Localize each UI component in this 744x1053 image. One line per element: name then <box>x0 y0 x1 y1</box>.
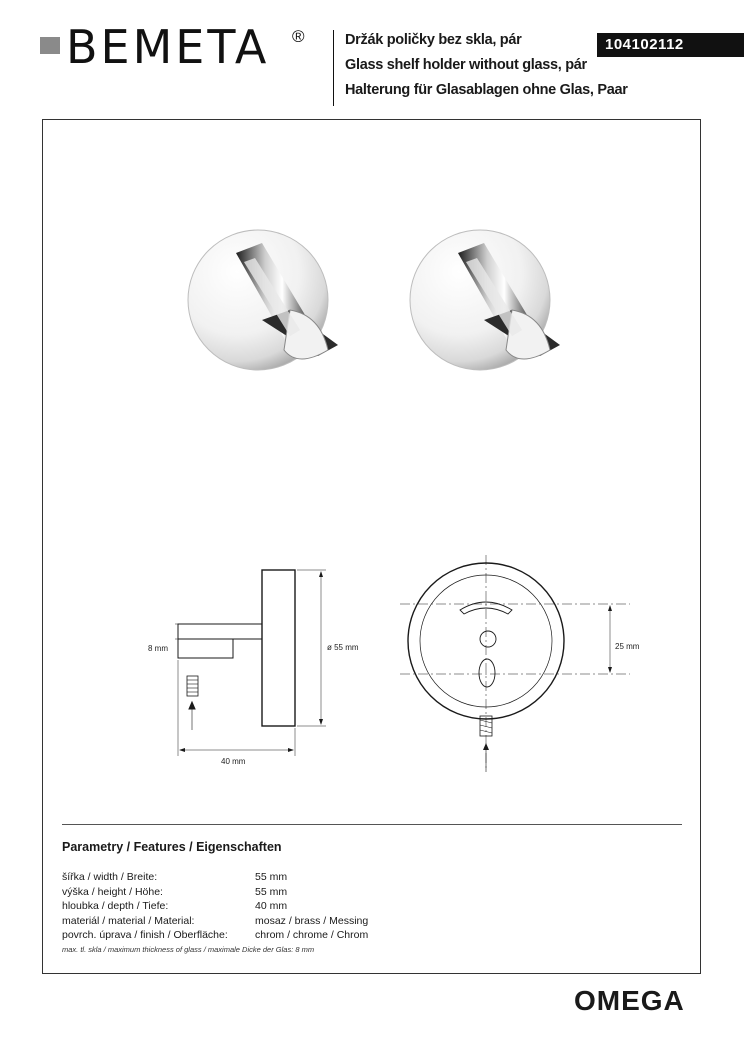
feature-label: materiál / material / Material: <box>62 914 195 927</box>
feature-value: 55 mm <box>255 871 288 883</box>
side-view <box>175 570 326 756</box>
front-view <box>400 555 630 772</box>
registered-mark: ® <box>292 27 305 46</box>
feature-label: výška / height / Höhe: <box>62 885 163 898</box>
dim-thickness: 8 mm <box>148 644 168 653</box>
feature-row <box>62 914 368 929</box>
feature-row <box>62 899 368 914</box>
series-name: OMEGA <box>574 985 685 1016</box>
glass-thickness-note: max. tl. skla / maximum thickness of glass / maximale Dicke der Glas: 8 mm <box>62 945 315 954</box>
feature-label: šířka / width / Breite: <box>62 871 158 883</box>
feature-row <box>62 885 368 900</box>
title-en: Glass shelf holder without glass, pár <box>345 57 587 73</box>
feature-row <box>62 870 368 885</box>
title-cz: Držák poličky bez skla, pár <box>345 32 522 48</box>
feature-row <box>62 928 368 943</box>
dim-spacing: 25 mm <box>615 642 640 651</box>
feature-value: mosaz / brass / Messing <box>255 914 369 927</box>
features-title: Parametry / Features / Eigenschaften <box>62 840 282 854</box>
feature-value: 55 mm <box>255 885 288 898</box>
section-divider <box>62 824 682 825</box>
title-de: Halterung für Glasablagen ohne Glas, Paar <box>345 82 628 98</box>
dim-depth: 40 mm <box>221 757 246 766</box>
feature-value: 40 mm <box>255 900 288 913</box>
brand-logo: BEMETA <box>66 20 270 74</box>
dim-diameter: ø 55 mm <box>327 643 359 652</box>
features-table <box>62 870 368 943</box>
product-code-badge: 104102112 <box>597 33 744 57</box>
feature-label: hloubka / depth / Tiefe: <box>62 900 169 913</box>
feature-value: chrom / chrome / Chrom <box>255 929 369 942</box>
feature-label: povrch. úprava / finish / Oberfläche: <box>62 929 228 942</box>
